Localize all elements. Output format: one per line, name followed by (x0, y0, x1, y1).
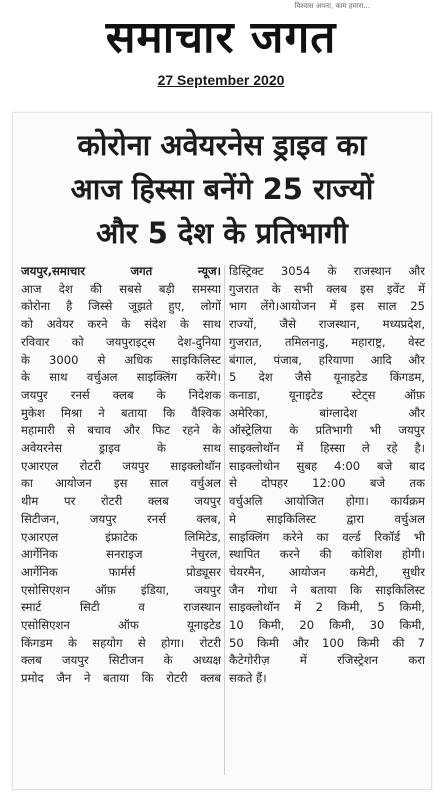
article-text-line: सकते हैं। (229, 671, 267, 686)
article-dateline: जयपुर,समाचार जगत न्यूज। (21, 264, 221, 278)
article-text-line: एसोसिएशन ऑफ़ इंडिया, जयपुर (21, 582, 221, 597)
article-text-line: मुकेश मिश्रा ने बताया कि वैश्विक (21, 405, 221, 420)
article-text-line: डिस्ट्रिक्ट 3054 के राजस्थान और (229, 264, 425, 278)
article-text-line: ऑस्ट्रेलिया के प्रतिभागी भी जयपुर (229, 423, 425, 438)
article-text-line: एआरएल रोटरी जयपुर साइक्लोथॉन (21, 458, 221, 473)
newspaper-tagline: विश्वास अपना, काम हमारा... (294, 2, 370, 10)
article-text-line: का आयोजन इस साल वर्चुअल (21, 476, 221, 491)
article-text-line: कनाडा, यूनाइटेड स्टेट्स ऑफ़ (229, 387, 425, 402)
article-text-line: वर्चुअलि आयोजित होगा। कार्यक्रम (229, 494, 425, 509)
article-text-line: से दोपहर 12:00 बजे तक (229, 476, 425, 491)
article-text-line: किंगडम के सहयोग से होगा। रोटरी (21, 635, 221, 650)
article-text-line: महामारी से बचाव और फिट रहने के (21, 423, 221, 438)
publication-date: 27 September 2020 (157, 72, 285, 88)
article-text-line: साइक्लोथॉन में 2 किमी, 5 किमी, (229, 600, 425, 615)
article-text-line: प्रमोद जैन ने बताया कि रोटरी क्लब (21, 671, 221, 686)
column-divider (224, 265, 225, 775)
article-text-line: भाग लेंगे।आयोजन में इस साल 25 (229, 299, 425, 314)
article-text-line: साइक्लिंग करेने का वर्ल्ड रिकॉर्ड भी (229, 529, 425, 544)
article-text-line: के 3000 से अधिक साइकिलिस्ट (21, 352, 221, 367)
article-text-line: आर्गेनिक फार्मर्स प्रोड्यूसर (21, 564, 221, 579)
article-text-line: के साथ वर्चुअल साइक्लिंग करेंगे। (21, 370, 221, 385)
headline-line: कोरोना अवेयरनेस ड्राइव का (77, 128, 367, 162)
article-text-line: स्थापित करने की कोशिश होगी। (229, 547, 425, 562)
article-text-line: 50 किमी और 100 किमी की 7 (229, 635, 425, 650)
article-text-line: रविवार को जयपुराइट्स देश-दुनिया (21, 334, 221, 349)
article-text-line: आज देश की सबसे बड़ी समस्या (21, 281, 221, 296)
article-column-right (229, 263, 425, 688)
article-text-line: साइक्लोथॉन में हिस्सा ले रहे है। (229, 441, 425, 456)
article-text-line: 10 किमी, 20 किमी, 30 किमी, (229, 618, 425, 633)
article-text-line: एआरएल इंफ्राटेक लिमिटेड, (21, 529, 221, 544)
article-text-line: क्लब जयपुर सिटीजन के अध्यक्ष (21, 653, 221, 668)
article-text-line: स्मार्ट सिटी व राजस्थान (21, 600, 221, 615)
newspaper-name: समाचार जगत (105, 12, 337, 63)
article-text-line: गुजरात, तमिलनाडु, महाराष्ट्र, वेस्ट (229, 334, 425, 349)
article-text-line: चेयरमैन, आयोजन कमेटी, सुधीर (229, 564, 425, 579)
masthead (0, 0, 442, 100)
article-text-line: कोरोना है जिस्से जूझते हुए, लोगों (21, 299, 221, 314)
article-text-line: गुजरात के सभी क्लब इस इवेंट में (229, 281, 425, 296)
article-text-line: आर्गेनिक सनराइज नेचुरल, (21, 547, 221, 562)
article-text-line: 5 देश जैसे यूनाइटेड किंगडम, (229, 370, 425, 385)
article-text-line: सिटीजन, जयपुर रनर्स क्लब, (21, 511, 221, 526)
article-text-line: थीम पर रोटरी क्लब जयपुर (21, 494, 221, 509)
headline-line: और 5 देश के प्रतिभागी (96, 216, 348, 250)
article-text-line: कैटेगोरीज़ में रजिस्ट्रेशन करा (229, 653, 425, 668)
article-text-line: जयपुर रनर्स क्लब के निदेशक (21, 387, 221, 402)
article-text-line: बंगाल, पंजाब, हरियाणा आदि और (229, 352, 425, 367)
news-clipping (12, 112, 432, 790)
article-text-line: अवेयरनेस ड्राइव के साथ (21, 441, 221, 456)
article-text-line: साइक्लोथोन सुबह 4:00 बजे बाद (229, 458, 425, 473)
article-text-line: को अवेयर करने के संदेश के साथ (21, 317, 221, 332)
article-text-line: राज्यों, जैसे राजस्थान, मध्यप्रदेश, (229, 317, 425, 332)
article-text-line: मे साइकिलिस्ट द्वारा वर्चुअल (229, 511, 425, 526)
article-text-line: अमेरिका, बांग्लादेश और (229, 405, 425, 420)
article-text-line: एसोसिएशन ऑफ यूनाइटेड (21, 618, 221, 633)
headline-line: आज हिस्सा बनेंगे 25 राज्यों (70, 172, 374, 206)
article-column-left (21, 263, 221, 688)
article-headline (19, 123, 425, 255)
article-text-line: जैन गोधा ने बताया कि साइकिलिस्ट (229, 582, 425, 597)
